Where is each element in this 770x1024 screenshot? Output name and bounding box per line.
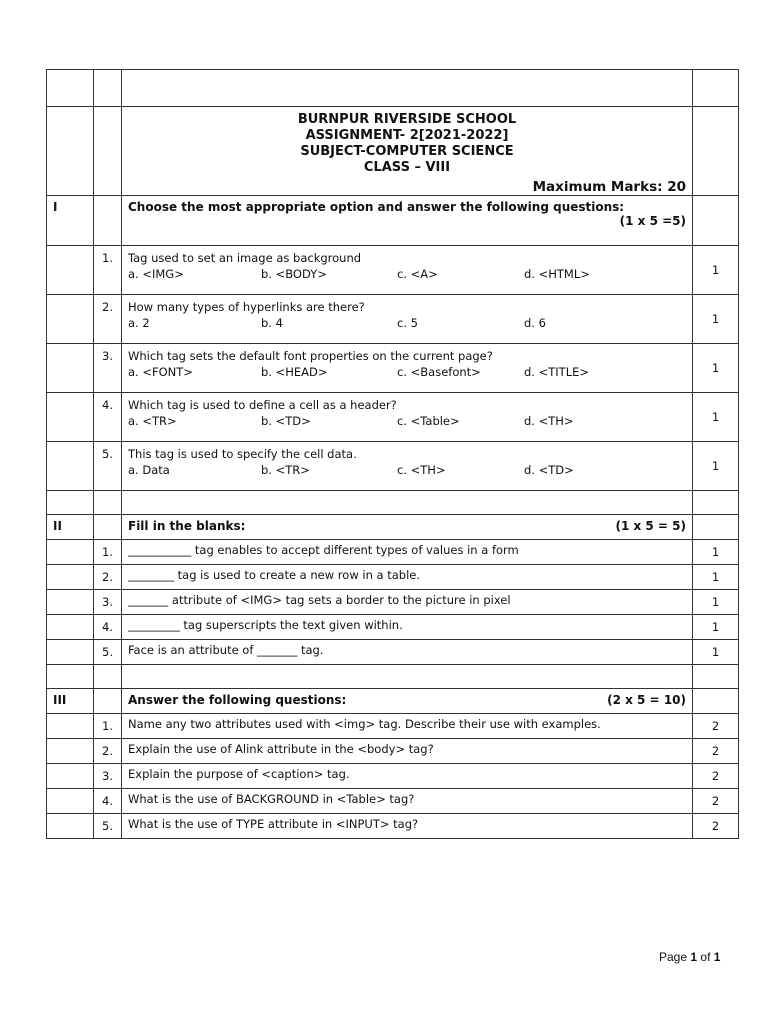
section-2-label: II: [47, 515, 94, 540]
header-block: [122, 107, 693, 196]
question-mark: 1: [693, 344, 739, 393]
option-a: a. <IMG>: [128, 267, 184, 281]
spacer-row: [47, 491, 739, 515]
section-3-label: III: [47, 689, 94, 714]
question-mark: 1: [693, 442, 739, 491]
section-2-header-row: [47, 515, 739, 540]
question-number: 2.: [94, 565, 122, 590]
mcq-row: [47, 246, 739, 295]
question-mark: 1: [693, 393, 739, 442]
option-d: d. <HTML>: [524, 267, 590, 281]
option-b: b. <TR>: [261, 463, 310, 477]
short-answer-row: [47, 789, 739, 814]
assignment-table: [46, 69, 739, 839]
question-number: 1.: [94, 246, 122, 295]
question-mark: 1: [693, 615, 739, 640]
short-answer-row: [47, 714, 739, 739]
question-mark: 2: [693, 814, 739, 839]
question-mark: 1: [693, 295, 739, 344]
question-mark: 1: [693, 246, 739, 295]
option-d: d. <TH>: [524, 414, 574, 428]
question-text: Which tag is used to define a cell as a header?: [128, 398, 397, 412]
question-number: 3.: [94, 764, 122, 789]
question-text: Tag used to set an image as background: [128, 251, 362, 265]
option-a: a. Data: [128, 463, 170, 477]
question-number: 4.: [94, 393, 122, 442]
question-text: Name any two attributes used with <img> tag. Describe their use with examples.: [122, 714, 693, 739]
section-1-header-row: [47, 196, 739, 246]
page-total: 1: [713, 950, 721, 964]
short-answer-row: [47, 814, 739, 839]
short-answer-row: [47, 739, 739, 764]
option-c: c. 5: [397, 316, 418, 330]
option-c: c. <Basefont>: [397, 365, 481, 379]
class-title: CLASS – VIII: [363, 160, 451, 175]
question-number: 5.: [94, 640, 122, 665]
question-text: ________ tag is used to create a new row in a table.: [122, 565, 693, 590]
mcq-row: [47, 442, 739, 491]
blank-top-row: [47, 70, 739, 107]
question-mark: 1: [693, 565, 739, 590]
section-3-title: Answer the following questions:: [128, 693, 347, 707]
page-number: 1: [690, 950, 698, 964]
question-number: 1.: [94, 540, 122, 565]
question-mark: 1: [693, 540, 739, 565]
mcq-row: [47, 393, 739, 442]
question-number: 3.: [94, 344, 122, 393]
mcq-row: [47, 295, 739, 344]
question-number: 1.: [94, 714, 122, 739]
option-d: d. <TD>: [524, 463, 574, 477]
section-3-header-row: [47, 689, 739, 714]
fill-blank-row: [47, 615, 739, 640]
fill-blank-row: [47, 540, 739, 565]
question-text: Explain the purpose of <caption> tag.: [122, 764, 693, 789]
question-text: What is the use of TYPE attribute in <INPUT> tag?: [122, 814, 693, 839]
fill-blank-row: [47, 565, 739, 590]
page-footer: [659, 950, 720, 964]
option-b: b. 4: [261, 316, 283, 330]
header-row: [47, 107, 739, 196]
page-label: Page: [659, 950, 688, 964]
question-number: 5.: [94, 814, 122, 839]
question-text: Face is an attribute of _______ tag.: [122, 640, 693, 665]
section-1-label: I: [47, 196, 94, 246]
option-b: b. <HEAD>: [261, 365, 328, 379]
section-2-marks: (1 x 5 = 5): [615, 519, 686, 533]
question-text: How many types of hyperlinks are there?: [128, 300, 365, 314]
question-number: 3.: [94, 590, 122, 615]
section-1-marks: (1 x 5 =5): [619, 214, 686, 228]
maximum-marks: Maximum Marks: 20: [532, 179, 686, 195]
question-mark: 1: [693, 590, 739, 615]
question-number: 4.: [94, 615, 122, 640]
option-a: a. <FONT>: [128, 365, 193, 379]
question-number: 2.: [94, 739, 122, 764]
option-a: a. <TR>: [128, 414, 177, 428]
assignment-title: ASSIGNMENT- 2[2021-2022]: [305, 128, 509, 143]
question-mark: 1: [693, 640, 739, 665]
option-c: c. <A>: [397, 267, 438, 281]
question-text: What is the use of BACKGROUND in <Table> tag?: [122, 789, 693, 814]
option-b: b. <BODY>: [261, 267, 327, 281]
section-2-title: Fill in the blanks:: [128, 519, 246, 533]
section-1-title: Choose the most appropriate option and answer the following questions:: [128, 200, 625, 214]
question-text: ___________ tag enables to accept different types of values in a form: [122, 540, 693, 565]
spacer-row: [47, 665, 739, 689]
question-text: _______ attribute of <IMG> tag sets a border to the picture in pixel: [122, 590, 693, 615]
of-label: of: [700, 950, 711, 964]
question-mark: 2: [693, 739, 739, 764]
question-number: 2.: [94, 295, 122, 344]
question-text: _________ tag superscripts the text given within.: [122, 615, 693, 640]
fill-blank-row: [47, 640, 739, 665]
question-mark: 2: [693, 789, 739, 814]
subject-title: SUBJECT-COMPUTER SCIENCE: [300, 144, 514, 159]
option-c: c. <TH>: [397, 463, 446, 477]
short-answer-row: [47, 764, 739, 789]
question-text: Which tag sets the default font properties on the current page?: [128, 349, 493, 363]
question-mark: 2: [693, 764, 739, 789]
option-d: d. <TITLE>: [524, 365, 589, 379]
question-mark: 2: [693, 714, 739, 739]
option-a: a. 2: [128, 316, 150, 330]
question-number: 4.: [94, 789, 122, 814]
question-text: This tag is used to specify the cell data.: [128, 447, 357, 461]
option-b: b. <TD>: [261, 414, 311, 428]
option-d: d. 6: [524, 316, 546, 330]
fill-blank-row: [47, 590, 739, 615]
question-number: 5.: [94, 442, 122, 491]
question-text: Explain the use of Alink attribute in the <body> tag?: [122, 739, 693, 764]
school-name: BURNPUR RIVERSIDE SCHOOL: [297, 112, 517, 127]
option-c: c. <Table>: [397, 414, 460, 428]
section-3-marks: (2 x 5 = 10): [607, 693, 686, 707]
mcq-row: [47, 344, 739, 393]
